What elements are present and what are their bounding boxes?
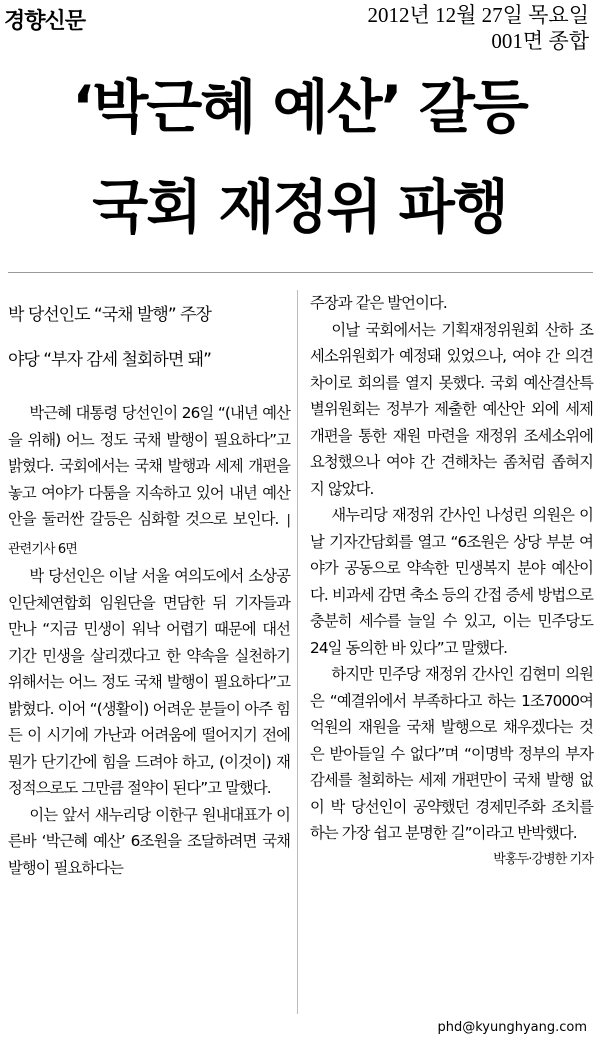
article-paragraph: 새누리당 재정위 간사인 나성린 의원은 이날 기자간담회를 열고 “6조원은 상당 부분 여야가 공동으로 약속한 민생복지 분야 예산이다. 비과세 감면 축소 등의 간접 증세 방법으로 충분히 세수를 늘일 수 있고, 이는 민주당도 24일 동의한 바 있다”고 말했다.	[310, 506, 593, 657]
article-left-column	[8, 400, 290, 881]
article-right-column	[310, 290, 593, 873]
page-section: 001면 종합	[491, 29, 589, 53]
headline-line-1: ‘박근혜 예산’ 갈등	[72, 73, 527, 141]
subheadline-2: 야당 “부자 감세 철회하면 돼”	[8, 350, 211, 370]
article-paragraph: 주장과 같은 발언이다.	[310, 294, 447, 312]
article-paragraph: 박근혜 대통령 당선인이 26일 “(내년 예산을 위해) 어느 정도 국채 발행이 필요하다”고 밝혔다. 국회에서는 국채 발행과 세제 개편을 놓고 여야가 다툼을 지속하고 있어 내년 예산안을 둘러싼 갈등은 심화할 것으로 보인다. | 관련기사 6면	[8, 404, 290, 557]
article-paragraph: 하지만 민주당 재정위 간사인 김현미 의원은 “예결위에서 부족하다고 하는 1조7000여억원의 재원을 국채 발행으로 채우겠다는 것은 받아들일 수 없다”며 “이명박 정부의 부자 감세를 철회하는 세제 개편만이 국채 발행 없이 박 당선인이 공약했던 경제민주화 조치를 하는 가장 쉽고 분명한 길”이라고 반박했다. 박홍두·강병한 기자	[310, 661, 593, 847]
article-paragraph: 이날 국회에서는 기획재정위원회 산하 조세소위원회가 예정돼 있었으나, 여야 간 의견 차이로 회의를 열지 못했다. 국회 예산결산특별위원회는 정부가 제출한 예산안 외에 세제 개편을 통한 재원 마련을 재정위 조세소위에 요청했으나 여야 간 견해차는 좀처럼 좁혀지지 않았다.	[310, 320, 593, 498]
column-divider	[297, 290, 298, 1014]
byline: 박홍두·강병한 기자	[493, 851, 593, 867]
edition-meta	[368, 2, 589, 54]
article-paragraph: 박 당선인은 이날 서울 여의도에서 소상공인단체연합회 임원단을 면담한 뒤 기자들과 만나 “지금 민생이 워낙 어렵기 때문에 대선 기간 민생을 살리겠다고 한 약속을 실천하기 위해서는 어느 정도 국채 발행이 필요하다”고 밝혔다. 이어 “(생활이) 어려운 분들이 아주 힘든 이 시기에 가난과 어려움에 떨어지기 전에 뭔가 단기간에 힘을 드려야 하고, (이것이) 재정적으로도 그만큼 절약이 된다”고 말했다.	[8, 567, 290, 797]
reporter-email[interactable]: phd@kyunghyang.com	[437, 1020, 587, 1035]
publish-date: 2012년 12월 27일 목요일	[367, 3, 589, 27]
subheadline-1: 박 당선인도 “국채 발행” 주장	[8, 305, 211, 325]
headline-line-2: 국회 재정위 파행	[92, 173, 507, 241]
headline-rule	[8, 272, 593, 273]
related-article-ref[interactable]: | 관련기사 6면	[8, 513, 290, 557]
article-paragraph: 이는 앞서 새누리당 이한구 원내대표가 이른바 ‘박근혜 예산’ 6조원을 조달하려면 국채 발행이 필요하다는	[8, 805, 290, 877]
newspaper-logo: 경향신문	[4, 9, 86, 34]
